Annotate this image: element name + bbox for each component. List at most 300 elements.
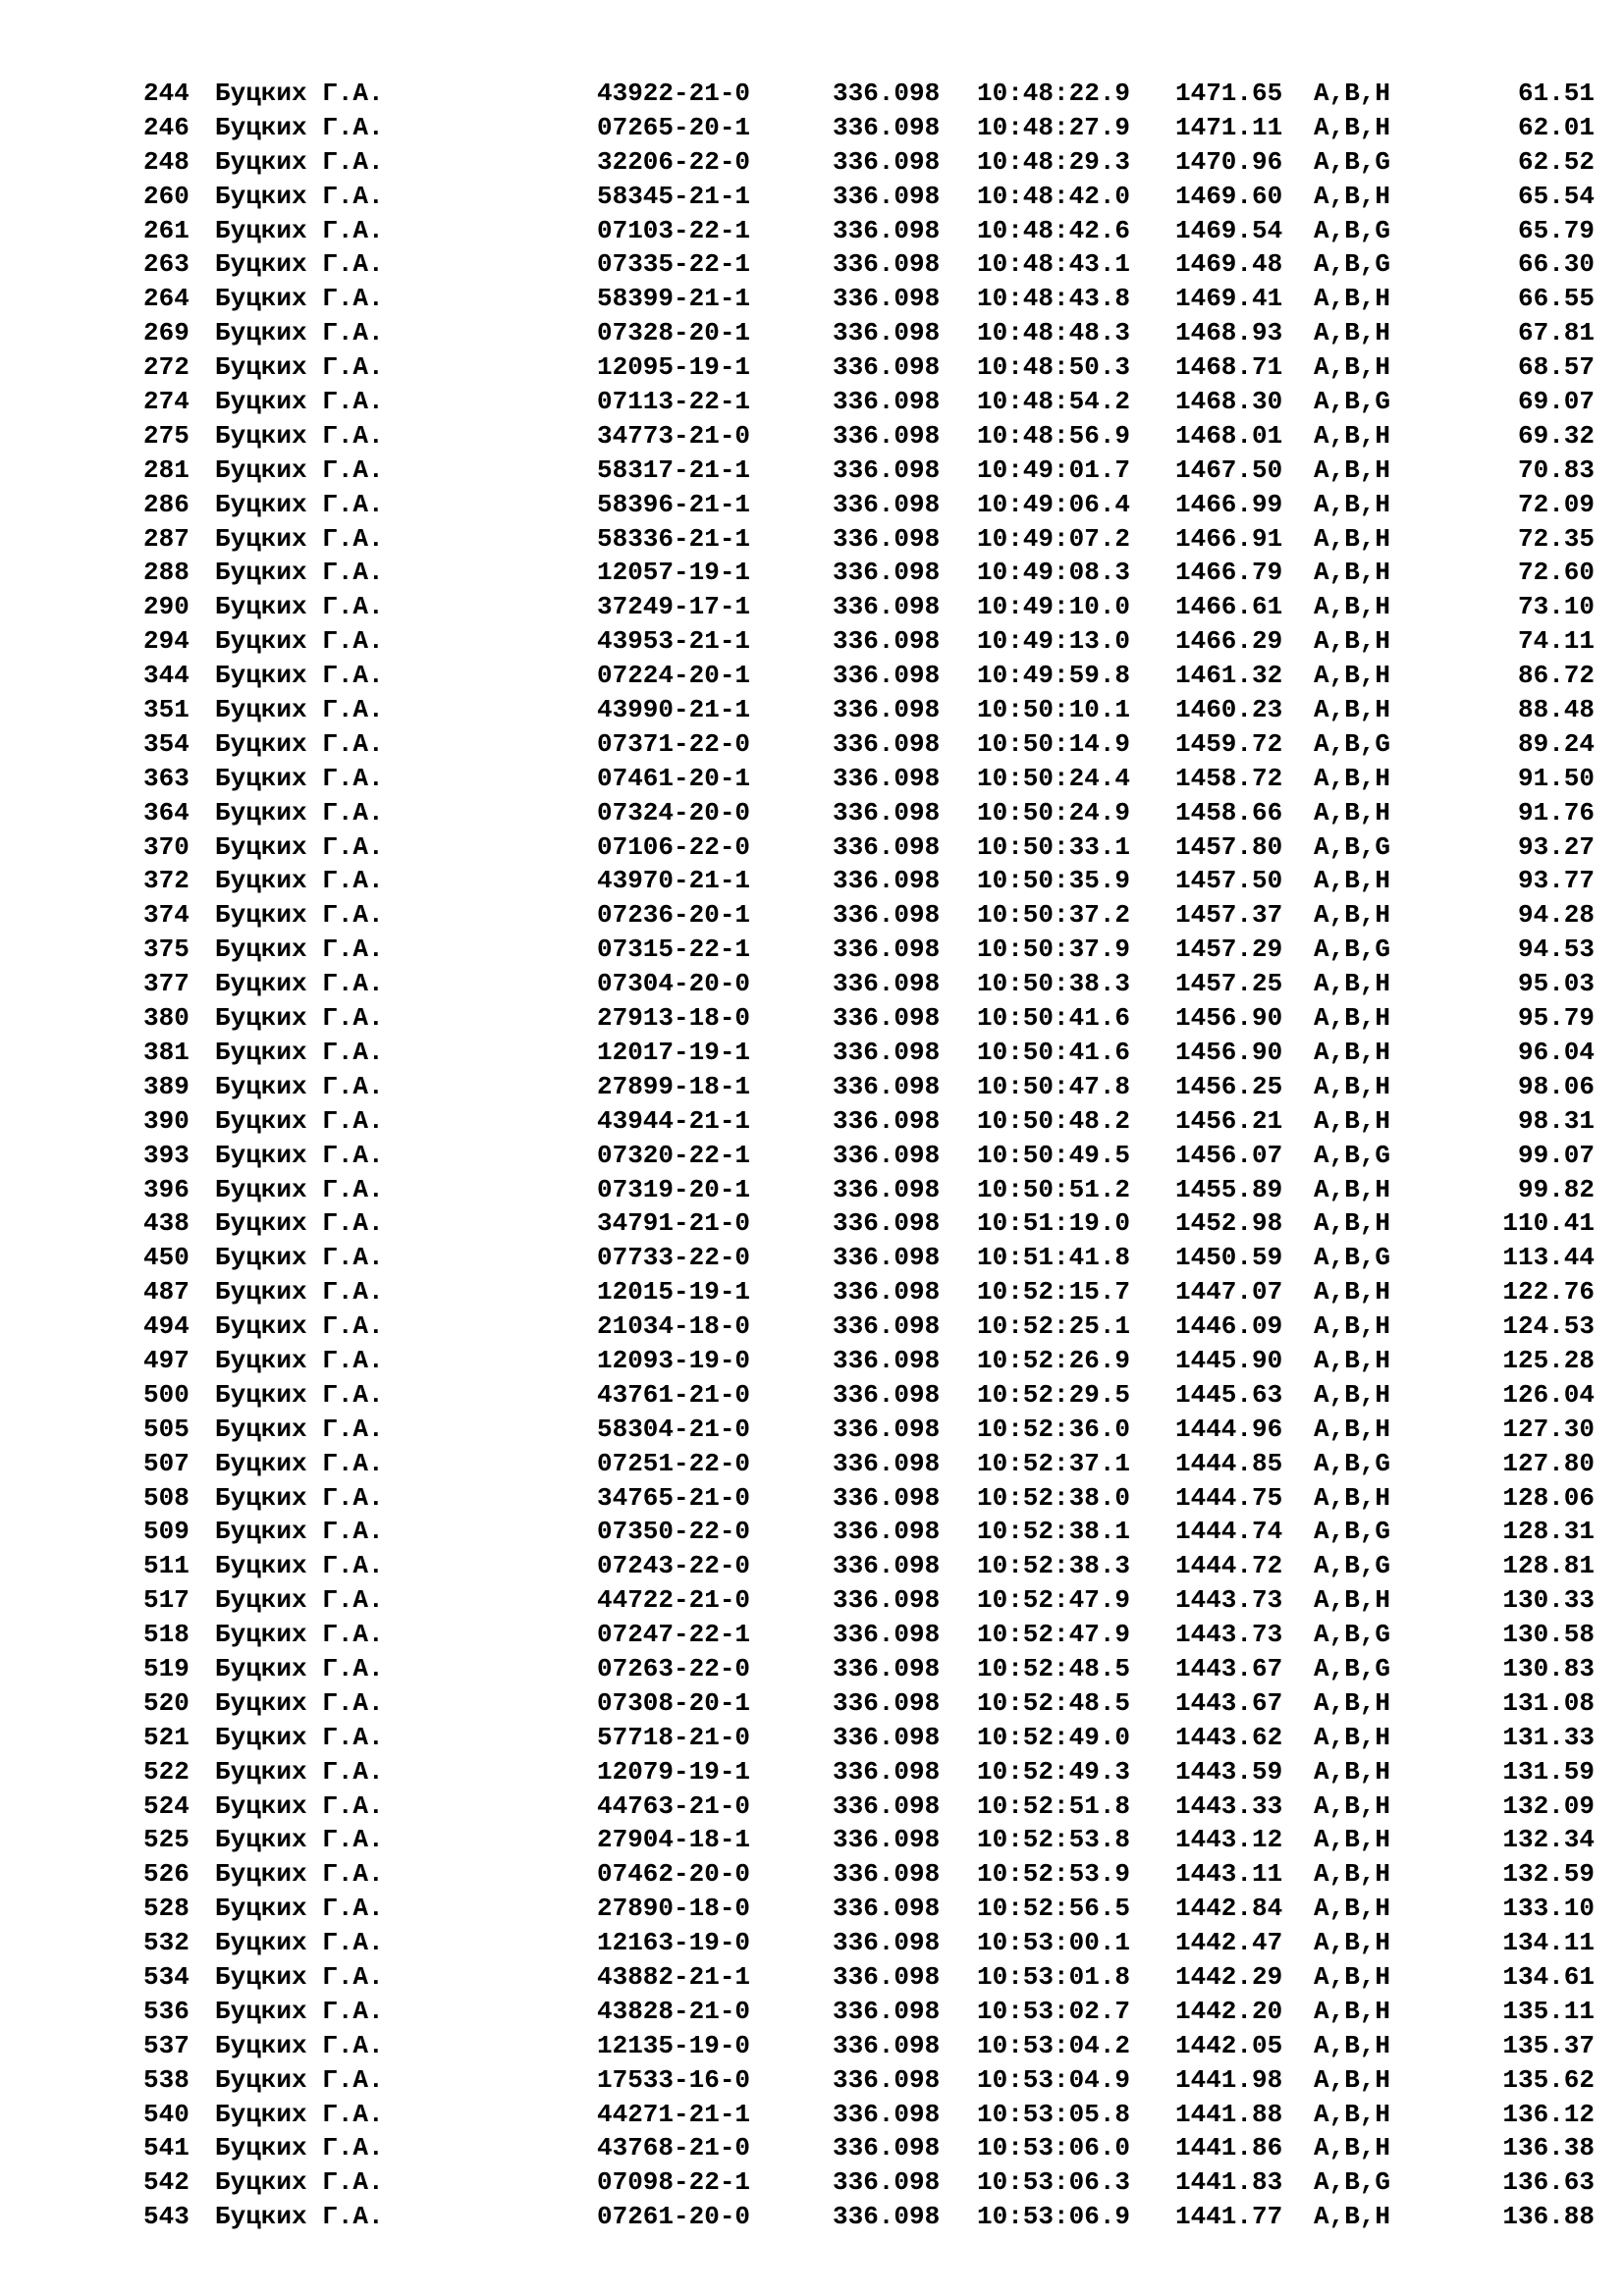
flags-value: A,B,H: [1314, 1722, 1391, 1752]
row-number: 380: [143, 1003, 189, 1034]
time-value: 10:52:38.1: [977, 1517, 1131, 1547]
record-code: 43768-21-0: [597, 2133, 751, 2163]
value-a: 336.098: [833, 1790, 941, 1821]
measure-value: 1446.09: [1175, 1311, 1283, 1342]
table-row: [0, 1070, 1624, 1104]
last-value: 98.06: [1517, 1071, 1595, 1101]
record-code: 07335-22-1: [597, 249, 751, 280]
flags-value: A,B,H: [1314, 1345, 1391, 1375]
row-number: 497: [143, 1345, 189, 1375]
measure-value: 1466.61: [1175, 592, 1283, 622]
row-number: 540: [143, 2099, 189, 2129]
last-value: 131.08: [1502, 1687, 1595, 1718]
flags-value: A,B,H: [1314, 489, 1391, 519]
table-row: [0, 1447, 1624, 1481]
value-a: 336.098: [833, 1620, 941, 1650]
table-row: [0, 2165, 1624, 2200]
measure-value: 1443.73: [1175, 1585, 1283, 1616]
flags-value: A,B,H: [1314, 1482, 1391, 1513]
observer-name: Буцких Г.А.: [215, 420, 384, 451]
row-number: 363: [143, 763, 189, 793]
measure-value: 1469.41: [1175, 284, 1283, 314]
table-row: [0, 2098, 1624, 2132]
observer-name: Буцких Г.А.: [215, 454, 384, 485]
value-a: 336.098: [833, 1414, 941, 1444]
record-code: 07462-20-0: [597, 1859, 751, 1890]
flags-value: A,B,H: [1314, 523, 1391, 554]
measure-value: 1457.29: [1175, 934, 1283, 965]
observer-name: Буцких Г.А.: [215, 1961, 384, 1992]
record-code: 12057-19-1: [597, 558, 751, 588]
value-a: 336.098: [833, 352, 941, 383]
table-row: [0, 247, 1624, 282]
last-value: 72.09: [1517, 489, 1595, 519]
measure-value: 1443.11: [1175, 1859, 1283, 1890]
value-a: 336.098: [833, 2030, 941, 2060]
flags-value: A,B,H: [1314, 1756, 1391, 1787]
flags-value: A,B,H: [1314, 1585, 1391, 1616]
record-code: 27899-18-1: [597, 1071, 751, 1101]
row-number: 487: [143, 1277, 189, 1308]
value-a: 336.098: [833, 1071, 941, 1101]
observer-name: Буцких Г.А.: [215, 2030, 384, 2060]
record-code: 07263-22-0: [597, 1653, 751, 1683]
table-row: [0, 1960, 1624, 1995]
observer-name: Буцких Г.А.: [215, 2099, 384, 2129]
measure-value: 1466.91: [1175, 523, 1283, 554]
time-value: 10:52:36.0: [977, 1414, 1131, 1444]
value-a: 336.098: [833, 1105, 941, 1136]
record-code: 17533-16-0: [597, 2064, 751, 2095]
row-number: 290: [143, 592, 189, 622]
flags-value: A,B,G: [1314, 387, 1391, 417]
record-code: 58396-21-1: [597, 489, 751, 519]
time-value: 10:52:38.3: [977, 1551, 1131, 1581]
flags-value: A,B,H: [1314, 181, 1391, 211]
last-value: 73.10: [1517, 592, 1595, 622]
record-code: 43944-21-1: [597, 1105, 751, 1136]
observer-name: Буцких Г.А.: [215, 284, 384, 314]
record-code: 43922-21-0: [597, 79, 751, 108]
table-row: [0, 1173, 1624, 1207]
observer-name: Буцких Г.А.: [215, 1928, 384, 1958]
time-value: 10:48:54.2: [977, 387, 1131, 417]
last-value: 134.11: [1502, 1928, 1595, 1958]
time-value: 10:50:24.9: [977, 797, 1131, 828]
measure-value: 1442.47: [1175, 1928, 1283, 1958]
last-value: 95.03: [1517, 969, 1595, 999]
measure-value: 1456.21: [1175, 1105, 1283, 1136]
flags-value: A,B,H: [1314, 1105, 1391, 1136]
table-row: [0, 419, 1624, 454]
value-a: 336.098: [833, 1653, 941, 1683]
flags-value: A,B,H: [1314, 1174, 1391, 1204]
flags-value: A,B,H: [1314, 318, 1391, 348]
table-row: [0, 933, 1624, 967]
row-number: 288: [143, 558, 189, 588]
flags-value: A,B,H: [1314, 1894, 1391, 1924]
record-code: 44763-21-0: [597, 1790, 751, 1821]
last-value: 65.54: [1517, 181, 1595, 211]
observer-name: Буцких Г.А.: [215, 1756, 384, 1787]
value-a: 336.098: [833, 866, 941, 896]
observer-name: Буцких Г.А.: [215, 1517, 384, 1547]
last-value: 128.06: [1502, 1482, 1595, 1513]
observer-name: Буцких Г.А.: [215, 318, 384, 348]
flags-value: A,B,G: [1314, 934, 1391, 965]
observer-name: Буцких Г.А.: [215, 249, 384, 280]
row-number: 511: [143, 1551, 189, 1581]
row-number: 263: [143, 249, 189, 280]
last-value: 131.59: [1502, 1756, 1595, 1787]
table-row: [0, 1001, 1624, 1036]
table-row: [0, 145, 1624, 180]
time-value: 10:53:06.3: [977, 2167, 1131, 2198]
table-row: [0, 796, 1624, 830]
measure-value: 1469.54: [1175, 215, 1283, 245]
value-a: 336.098: [833, 1277, 941, 1308]
record-code: 27904-18-1: [597, 1825, 751, 1855]
flags-value: A,B,H: [1314, 1208, 1391, 1239]
observer-name: Буцких Г.А.: [215, 1105, 384, 1136]
measure-value: 1443.59: [1175, 1756, 1283, 1787]
table-row: [0, 454, 1624, 488]
row-number: 269: [143, 318, 189, 348]
last-value: 74.11: [1517, 626, 1595, 657]
flags-value: A,B,H: [1314, 695, 1391, 725]
row-number: 525: [143, 1825, 189, 1855]
last-value: 132.09: [1502, 1790, 1595, 1821]
measure-value: 1447.07: [1175, 1277, 1283, 1308]
measure-value: 1450.59: [1175, 1243, 1283, 1273]
observer-name: Буцких Г.А.: [215, 1071, 384, 1101]
record-code: 07103-22-1: [597, 215, 751, 245]
row-number: 532: [143, 1928, 189, 1958]
flags-value: A,B,H: [1314, 1961, 1391, 1992]
record-code: 07243-22-0: [597, 1551, 751, 1581]
last-value: 122.76: [1502, 1277, 1595, 1308]
table-row: [0, 1413, 1624, 1447]
last-value: 62.52: [1517, 146, 1595, 177]
row-number: 537: [143, 2030, 189, 2060]
table-row: [0, 522, 1624, 557]
measure-value: 1444.72: [1175, 1551, 1283, 1581]
row-number: 520: [143, 1687, 189, 1718]
last-value: 126.04: [1502, 1379, 1595, 1410]
last-value: 127.30: [1502, 1414, 1595, 1444]
observer-name: Буцких Г.А.: [215, 1825, 384, 1855]
last-value: 70.83: [1517, 454, 1595, 485]
observer-name: Буцких Г.А.: [215, 1653, 384, 1683]
flags-value: A,B,H: [1314, 2202, 1391, 2232]
last-value: 93.27: [1517, 831, 1595, 862]
observer-name: Буцких Г.А.: [215, 831, 384, 862]
flags-value: A,B,H: [1314, 969, 1391, 999]
row-number: 507: [143, 1448, 189, 1478]
last-value: 136.12: [1502, 2099, 1595, 2129]
measure-value: 1457.80: [1175, 831, 1283, 862]
value-a: 336.098: [833, 1551, 941, 1581]
observer-name: Буцких Г.А.: [215, 661, 384, 691]
last-value: 98.31: [1517, 1105, 1595, 1136]
value-a: 336.098: [833, 934, 941, 965]
time-value: 10:48:50.3: [977, 352, 1131, 383]
flags-value: A,B,H: [1314, 454, 1391, 485]
last-value: 130.83: [1502, 1653, 1595, 1683]
measure-value: 1456.90: [1175, 1037, 1283, 1067]
row-number: 538: [143, 2064, 189, 2095]
table-row: [0, 624, 1624, 659]
measure-value: 1461.32: [1175, 661, 1283, 691]
observer-name: Буцких Г.А.: [215, 1208, 384, 1239]
row-number: 450: [143, 1243, 189, 1273]
record-code: 58345-21-1: [597, 181, 751, 211]
flags-value: A,B,G: [1314, 728, 1391, 759]
record-code: 07350-22-0: [597, 1517, 751, 1547]
last-value: 66.30: [1517, 249, 1595, 280]
record-code: 34773-21-0: [597, 420, 751, 451]
row-number: 500: [143, 1379, 189, 1410]
time-value: 10:52:49.0: [977, 1722, 1131, 1752]
value-a: 336.098: [833, 1243, 941, 1273]
flags-value: A,B,H: [1314, 558, 1391, 588]
value-a: 336.098: [833, 1517, 941, 1547]
last-value: 69.07: [1517, 387, 1595, 417]
table-row: [0, 556, 1624, 590]
last-value: 132.59: [1502, 1859, 1595, 1890]
time-value: 10:50:51.2: [977, 1174, 1131, 1204]
table-row: [0, 1275, 1624, 1309]
value-a: 336.098: [833, 1722, 941, 1752]
record-code: 58304-21-0: [597, 1414, 751, 1444]
flags-value: A,B,G: [1314, 2167, 1391, 2198]
record-code: 07461-20-1: [597, 763, 751, 793]
time-value: 10:53:02.7: [977, 1996, 1131, 2026]
time-value: 10:49:10.0: [977, 592, 1131, 622]
value-a: 336.098: [833, 215, 941, 245]
measure-value: 1468.93: [1175, 318, 1283, 348]
value-a: 336.098: [833, 249, 941, 280]
table-row: [0, 1139, 1624, 1173]
time-value: 10:48:48.3: [977, 318, 1131, 348]
table-row: [0, 762, 1624, 796]
observer-name: Буцких Г.А.: [215, 523, 384, 554]
measure-value: 1457.50: [1175, 866, 1283, 896]
value-a: 336.098: [833, 420, 941, 451]
observer-name: Буцких Г.А.: [215, 387, 384, 417]
observer-name: Буцких Г.А.: [215, 1243, 384, 1273]
row-number: 536: [143, 1996, 189, 2026]
last-value: 89.24: [1517, 728, 1595, 759]
flags-value: A,B,H: [1314, 79, 1391, 108]
time-value: 10:52:49.3: [977, 1756, 1131, 1787]
measure-value: 1466.99: [1175, 489, 1283, 519]
observer-name: Буцких Г.А.: [215, 2133, 384, 2163]
row-number: 526: [143, 1859, 189, 1890]
record-code: 12163-19-0: [597, 1928, 751, 1958]
last-value: 132.34: [1502, 1825, 1595, 1855]
record-code: 58336-21-1: [597, 523, 751, 554]
observer-name: Буцких Г.А.: [215, 1379, 384, 1410]
observer-name: Буцких Г.А.: [215, 1722, 384, 1752]
record-code: 07113-22-1: [597, 387, 751, 417]
row-number: 509: [143, 1517, 189, 1547]
row-number: 375: [143, 934, 189, 965]
flags-value: A,B,H: [1314, 1825, 1391, 1855]
measure-value: 1444.96: [1175, 1414, 1283, 1444]
time-value: 10:50:33.1: [977, 831, 1131, 862]
observer-name: Буцких Г.А.: [215, 934, 384, 965]
record-code: 43990-21-1: [597, 695, 751, 725]
flags-value: A,B,H: [1314, 1071, 1391, 1101]
flags-value: A,B,H: [1314, 661, 1391, 691]
observer-name: Буцких Г.А.: [215, 1620, 384, 1650]
time-value: 10:52:29.5: [977, 1379, 1131, 1410]
table-row: [0, 1036, 1624, 1070]
time-value: 10:50:47.8: [977, 1071, 1131, 1101]
table-row: [0, 2131, 1624, 2165]
last-value: 99.82: [1517, 1174, 1595, 1204]
last-value: 130.33: [1502, 1585, 1595, 1616]
value-a: 336.098: [833, 181, 941, 211]
measure-value: 1455.89: [1175, 1174, 1283, 1204]
time-value: 10:48:22.9: [977, 79, 1131, 108]
last-value: 113.44: [1502, 1243, 1595, 1273]
value-a: 336.098: [833, 2133, 941, 2163]
last-value: 61.51: [1517, 79, 1595, 108]
measure-value: 1442.20: [1175, 1996, 1283, 2026]
record-code: 07261-20-0: [597, 2202, 751, 2232]
observer-name: Буцких Г.А.: [215, 2167, 384, 2198]
time-value: 10:52:48.5: [977, 1653, 1131, 1683]
observer-name: Буцких Г.А.: [215, 1551, 384, 1581]
flags-value: A,B,G: [1314, 1243, 1391, 1273]
measure-value: 1442.84: [1175, 1894, 1283, 1924]
observer-name: Буцких Г.А.: [215, 2202, 384, 2232]
measure-value: 1444.75: [1175, 1482, 1283, 1513]
record-code: 12095-19-1: [597, 352, 751, 383]
table-row: [0, 1926, 1624, 1960]
value-a: 336.098: [833, 695, 941, 725]
observer-name: Буцких Г.А.: [215, 146, 384, 177]
observer-name: Буцких Г.А.: [215, 900, 384, 931]
row-number: 517: [143, 1585, 189, 1616]
observer-name: Буцких Г.А.: [215, 763, 384, 793]
value-a: 336.098: [833, 1208, 941, 1239]
table-row: [0, 1481, 1624, 1516]
flags-value: A,B,H: [1314, 1687, 1391, 1718]
observer-name: Буцких Г.А.: [215, 695, 384, 725]
measure-value: 1456.25: [1175, 1071, 1283, 1101]
time-value: 10:52:38.0: [977, 1482, 1131, 1513]
value-a: 336.098: [833, 79, 941, 108]
record-code: 43828-21-0: [597, 1996, 751, 2026]
time-value: 10:48:29.3: [977, 146, 1131, 177]
value-a: 336.098: [833, 728, 941, 759]
measure-value: 1458.66: [1175, 797, 1283, 828]
last-value: 72.35: [1517, 523, 1595, 554]
time-value: 10:52:25.1: [977, 1311, 1131, 1342]
observer-name: Буцких Г.А.: [215, 558, 384, 588]
measure-value: 1445.63: [1175, 1379, 1283, 1410]
last-value: 93.77: [1517, 866, 1595, 896]
table-row: [0, 1755, 1624, 1789]
time-value: 10:48:43.1: [977, 249, 1131, 280]
record-code: 12017-19-1: [597, 1037, 751, 1067]
value-a: 336.098: [833, 1825, 941, 1855]
value-a: 336.098: [833, 1687, 941, 1718]
row-number: 494: [143, 1311, 189, 1342]
value-a: 336.098: [833, 1585, 941, 1616]
flags-value: A,B,H: [1314, 352, 1391, 383]
last-value: 69.32: [1517, 420, 1595, 451]
value-a: 336.098: [833, 558, 941, 588]
value-a: 336.098: [833, 112, 941, 142]
measure-value: 1443.67: [1175, 1653, 1283, 1683]
table-row: [0, 1344, 1624, 1378]
last-value: 72.60: [1517, 558, 1595, 588]
flags-value: A,B,H: [1314, 112, 1391, 142]
time-value: 10:52:47.9: [977, 1585, 1131, 1616]
time-value: 10:49:59.8: [977, 661, 1131, 691]
last-value: 136.88: [1502, 2202, 1595, 2232]
last-value: 131.33: [1502, 1722, 1595, 1752]
row-number: 389: [143, 1071, 189, 1101]
row-number: 248: [143, 146, 189, 177]
table-row: [0, 693, 1624, 727]
time-value: 10:52:53.8: [977, 1825, 1131, 1855]
flags-value: A,B,H: [1314, 1996, 1391, 2026]
row-number: 287: [143, 523, 189, 554]
row-number: 438: [143, 1208, 189, 1239]
row-number: 522: [143, 1756, 189, 1787]
observer-name: Буцких Г.А.: [215, 1585, 384, 1616]
value-a: 336.098: [833, 318, 941, 348]
table-row: [0, 214, 1624, 248]
table-row: [0, 1549, 1624, 1583]
observer-name: Буцких Г.А.: [215, 797, 384, 828]
measure-value: 1443.67: [1175, 1687, 1283, 1718]
measure-value: 1469.60: [1175, 181, 1283, 211]
table-row: [0, 590, 1624, 624]
last-value: 135.37: [1502, 2030, 1595, 2060]
record-code: 43882-21-1: [597, 1961, 751, 1992]
table-row: [0, 1583, 1624, 1618]
last-value: 128.81: [1502, 1551, 1595, 1581]
record-code: 58399-21-1: [597, 284, 751, 314]
row-number: 543: [143, 2202, 189, 2232]
table-row: [0, 111, 1624, 145]
measure-value: 1456.07: [1175, 1140, 1283, 1170]
measure-value: 1468.30: [1175, 387, 1283, 417]
last-value: 128.31: [1502, 1517, 1595, 1547]
record-code: 07106-22-0: [597, 831, 751, 862]
row-number: 541: [143, 2133, 189, 2163]
measure-value: 1443.62: [1175, 1722, 1283, 1752]
record-code: 07324-20-0: [597, 797, 751, 828]
time-value: 10:53:06.9: [977, 2202, 1131, 2232]
record-code: 27890-18-0: [597, 1894, 751, 1924]
measure-value: 1471.11: [1175, 112, 1283, 142]
last-value: 86.72: [1517, 661, 1595, 691]
table-row: [0, 77, 1624, 111]
row-number: 508: [143, 1482, 189, 1513]
value-a: 336.098: [833, 1345, 941, 1375]
record-code: 12079-19-1: [597, 1756, 751, 1787]
table-row: [0, 659, 1624, 693]
row-number: 374: [143, 900, 189, 931]
record-code: 07304-20-0: [597, 969, 751, 999]
